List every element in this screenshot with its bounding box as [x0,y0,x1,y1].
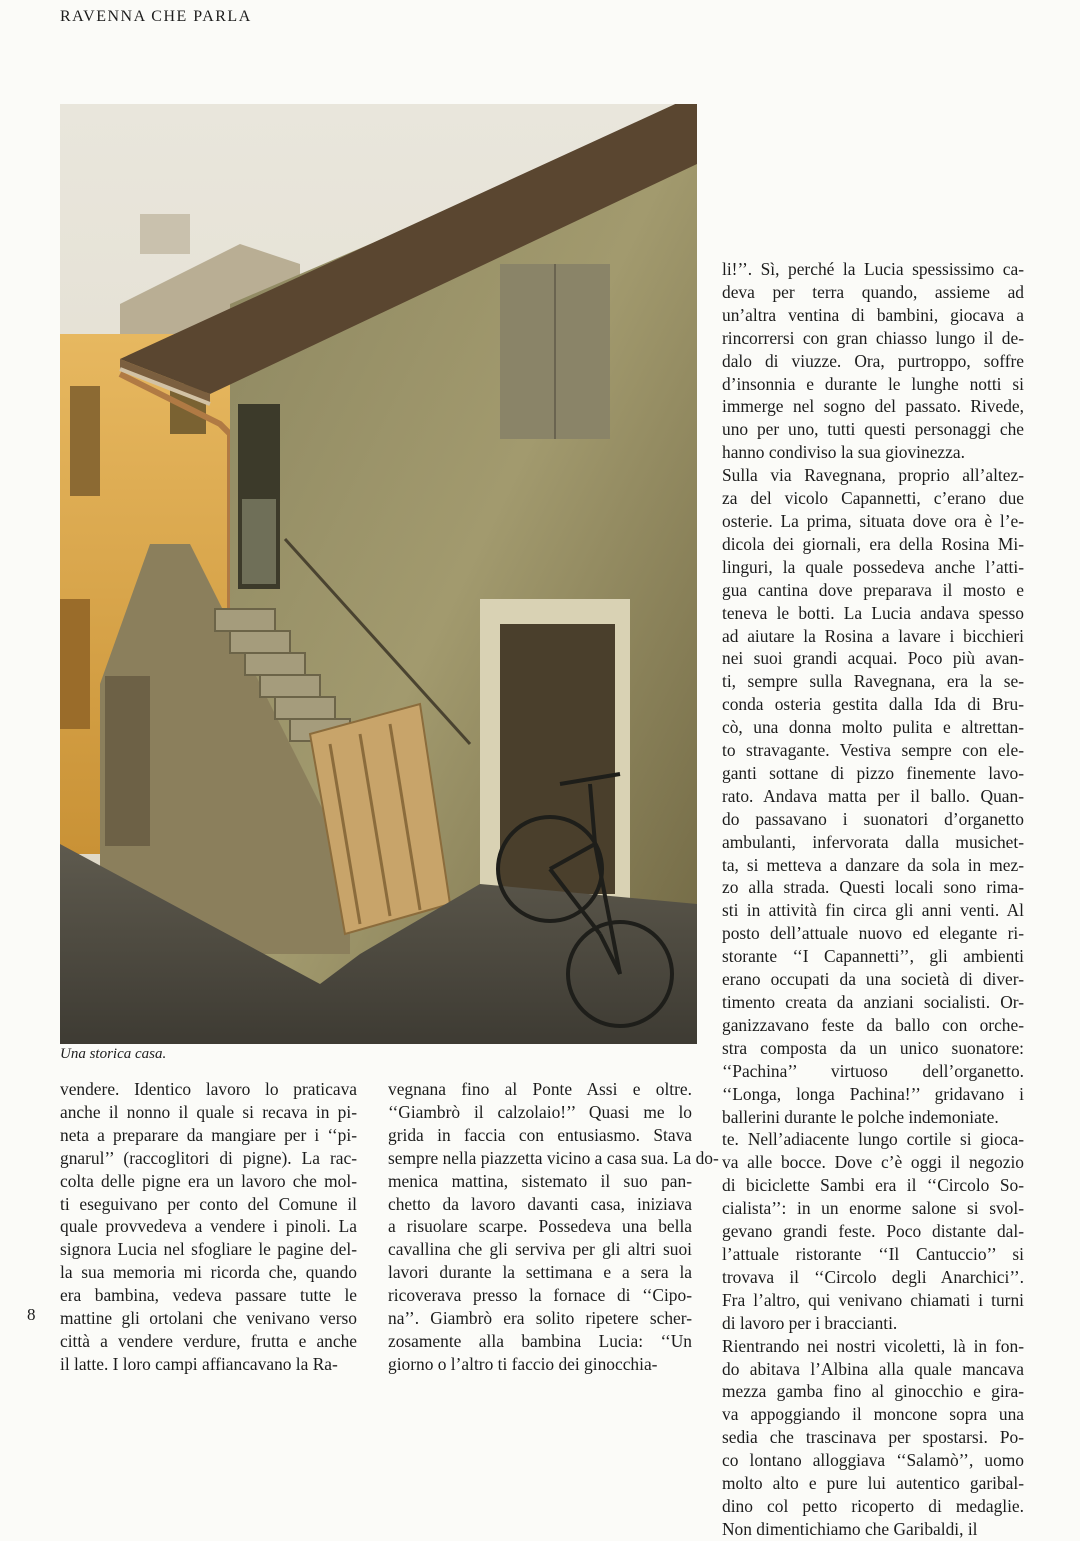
text-line: l’attuale ristorante ‘‘Il Cantuccio’’ si [722,1243,1024,1264]
text-line: cò, una donna molto pulita e altrettan- [722,717,1024,738]
text-line: do abitava l’Albina alla quale mancava [722,1358,1024,1379]
text-line: d’insonnia e durante le lunghe notti si [722,373,1024,394]
text-line: rato. Andava matta per il ballo. Quan- [722,785,1024,806]
text-line: vegnana fino al Ponte Assi e oltre. [388,1079,692,1099]
text-line: un’altra ventina di bambini, giocava a [722,304,1024,325]
text-line: co lontano alloggiava ‘‘Salamò’’, uomo [722,1450,1024,1471]
text-line: ricoverava presso la fornace di ‘‘Cipo- [388,1285,692,1306]
text-line: cavallina che gli serviva per gli altri suoi [388,1239,692,1260]
text-line: sedia che trascinava per spostarsi. Po- [722,1427,1024,1448]
text-line: ballerini durante le polche indemoniate. [722,1106,999,1127]
running-header: RAVENNA CHE PARLA [60,8,252,25]
text-line: li!’’. Sì, perché la Lucia spessissimo ca- [722,259,1024,279]
text-line: ad aiutare la Rosina a lavare i bicchieri [722,625,1024,646]
text-line: giorno o l’altro ti faccio dei ginocchia- [388,1353,658,1374]
text-line: stra composta da un unico suonatore: [722,1037,1024,1058]
page-number: 8 [27,1305,36,1324]
text-line: colta delle pigne era un lavoro che mol- [60,1170,357,1191]
text-line: sempre nella piazzetta vicino a casa sua. La do- [388,1147,719,1168]
text-line: gevano grandi feste. Poco distante dal- [722,1221,1024,1242]
text-line: immerge nel sogno del passato. Rivede, [722,396,1024,417]
text-line: storante ‘‘I Capannetti’’, gli ambienti [722,946,1024,967]
text-line: erano occupati da una società di diver- [722,969,1024,990]
text-line: Rientrando nei nostri vicoletti, là in fon- [722,1335,1024,1356]
text-line: quale provvedeva a vendere i pinoli. La [60,1216,357,1237]
text-line: il latte. I loro campi affiancavano la Ra- [60,1353,338,1374]
text-line: deva per terra quando, assieme ad [722,281,1024,302]
text-line: signora Lucia nel sfogliare le pagine del- [60,1239,357,1260]
text-line: va appoggiando il moncone sopra una [722,1404,1024,1425]
text-line: ti, sempre sulla Ravegnana, era la se- [722,671,1024,692]
text-line: di biciclette Sambi era il ‘‘Circolo So- [722,1175,1024,1196]
text-line: dicola dei giornali, era della Rosina Mi- [722,533,1024,554]
text-column-3 [722,258,1024,1541]
text-line: rincorrersi con gran chiasso lungo il de- [722,327,1024,348]
text-line: chetto da lavoro davanti casa, iniziava [388,1193,692,1214]
text-line: a risuolare scarpe. Possedeva una bella [388,1216,692,1237]
text-line: ‘‘Pachina’’ virtuoso dell’organetto. [722,1060,1024,1081]
text-line: osterie. La prima, situata dove ora è l’e- [722,510,1024,531]
text-line: mattine gli ortolani che venivano verso [60,1308,357,1329]
text-line: linguri, la quale possedeva anche l’atti- [722,556,1024,577]
text-line: ganizzavano feste da ballo con orche- [722,1014,1024,1035]
text-line: Non dimentichiamo che Garibaldi, il [722,1518,978,1539]
house-photograph [60,104,697,1044]
text-line: va alle bocce. Dove c’è oggi il negozio [722,1152,1024,1173]
text-line: hanno condiviso la sua giovinezza. [722,442,965,463]
text-line: città a vendere verdure, frutta e anche [60,1330,357,1351]
text-line: Fra l’altro, qui venivano chiamati i turni [722,1289,1024,1310]
text-line: sti in attività fin circa gli anni venti. Al [722,900,1024,921]
text-line: era bambina, vedeva passare tutte le [60,1285,357,1306]
text-line: di lavoro per i braccianti. [722,1312,898,1333]
text-line: vendere. Identico lavoro lo praticava [60,1079,357,1099]
text-line: ti eseguivano per conto del Comune il [60,1193,357,1214]
text-line: menica mattina, sistemato il suo pan- [388,1170,692,1191]
text-line: ‘‘Giambrò il calzolaio!’’ Quasi me lo [388,1101,692,1122]
text-line: conda osteria gestita dalla Ida di Bru- [722,694,1024,715]
photograph-old-house-staircase-bicycle-icon [60,104,697,1044]
text-line: dino col petto ricoperto di medaglie. [722,1495,1024,1516]
text-line: zo alla strada. Questi locali sono rima- [722,877,1024,898]
text-line: cialista’’: in un enorme salone si svol- [722,1198,1024,1219]
text-line: lavori durante la settimana e a sera la [388,1262,692,1283]
text-line: grida in faccia con entusiasmo. Stava [388,1124,692,1145]
text-line: trovava il ‘‘Circolo degli Anarchici’’. [722,1266,1024,1287]
photo-caption: Una storica casa. [60,1046,167,1062]
text-line: to stravagante. Vestiva sempre con ele- [722,740,1024,761]
text-line: ambulanti, infervorata dalla musichet- [722,831,1024,852]
text-line: la sua memoria mi ricorda che, quando [60,1262,357,1283]
text-line: dalo di viuzze. Ora, purtroppo, soffre [722,350,1024,371]
text-column-1 [60,1078,357,1376]
text-line: anche il nonno il quale si recava in pi- [60,1101,357,1122]
text-line: teneva le botti. La Lucia andava spesso [722,602,1024,623]
text-line: zosamente alla bambina Lucia: ‘‘Un [388,1330,692,1351]
text-line: ta, si metteva a danzare da sola in mez- [722,854,1024,875]
text-line: gnarul’’ (raccoglitori di pigne). La rac- [60,1147,357,1168]
text-line: neta a preparare da mangiare per i ‘‘pi- [60,1124,357,1145]
text-line: uno per uno, tutti questi personaggi che [722,419,1024,440]
text-line: ‘‘Longa, longa Pachina!’’ gridavano i [722,1083,1024,1104]
text-line: Sulla via Ravegnana, proprio all’altez- [722,465,1024,486]
text-line: timento creata da anziani socialisti. Or- [722,992,1024,1012]
text-line: na’’. Giambrò era solito ripetere scher- [388,1308,692,1329]
text-line: nei suoi grandi acquai. Poco più avan- [722,648,1024,669]
text-line: posto dell’attuale nuovo ed elegante ri- [722,923,1024,944]
text-line: do passavano i suonatori d’organetto [722,808,1024,829]
text-line: ganti sottane di pizzo finemente lavo- [722,762,1024,783]
text-line: molto alto e pure lui autentico garibal- [722,1473,1024,1494]
text-line: mezza gamba fino al ginocchio e gira- [722,1381,1024,1402]
text-line: za del vicolo Capannetti, c’erano due [722,488,1024,509]
text-line: te. Nell’adiacente lungo cortile si gioca- [722,1129,1024,1150]
text-line: gua cantina dove preparava il mosto e [722,579,1024,600]
text-column-2 [388,1078,719,1376]
